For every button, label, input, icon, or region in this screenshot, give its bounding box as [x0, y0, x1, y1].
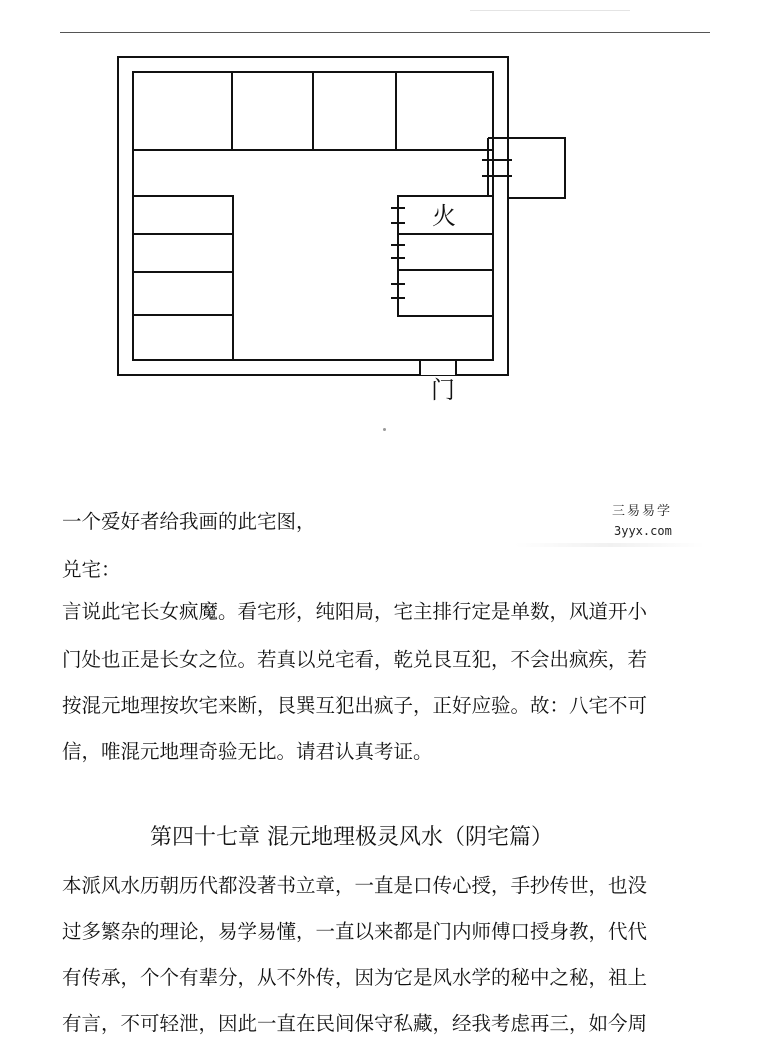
speck: [383, 428, 386, 431]
watermark-title: 三易易学: [612, 504, 673, 519]
door-label: 门: [431, 376, 455, 404]
paragraph-line: 门处也正是长女之位。若真以兑宅看，乾兑艮互犯，不会出疯疾，若: [62, 648, 648, 671]
chapter-title: 第四十七章 混元地理极灵风水（阴宅篇）: [150, 825, 553, 850]
chapter-line: 过多繁杂的理论，易学易懂，一直以来都是门内师傅口授身教，代代: [62, 920, 648, 943]
chapter-line: 有传承，个个有辈分，从不外传，因为它是风水学的秘中之秘，祖上: [62, 966, 648, 989]
intro-line-1: 一个爱好者给我画的此宅图，: [62, 510, 316, 533]
paragraph-line: 按混元地理按坎宅来断，艮巽互犯出疯子，正好应验。故：八宅不可: [62, 694, 648, 717]
paragraph-line: 言说此宅长女疯魔。看宅形，纯阳局，宅主排行定是单数，风道开小: [62, 600, 648, 623]
chapter-line: 本派风水历朝历代都没著书立章，一直是口传心授，手抄传世，也没: [62, 874, 648, 897]
annex-wall: [488, 138, 565, 198]
fire-label: 火: [432, 202, 456, 230]
watermark-fade: [515, 543, 705, 547]
intro-line-2: 兑宅：: [62, 558, 121, 581]
left-block-wall: [133, 196, 233, 360]
chapter-line: 有言，不可轻泄，因此一直在民间保守私藏，经我考虑再三，如今周: [62, 1012, 648, 1035]
house-floor-plan: [0, 0, 774, 440]
paragraph-line: 信，唯混元地理奇验无比。请君认真考证。: [62, 740, 433, 763]
watermark-url: 3yyx.com: [614, 524, 672, 538]
